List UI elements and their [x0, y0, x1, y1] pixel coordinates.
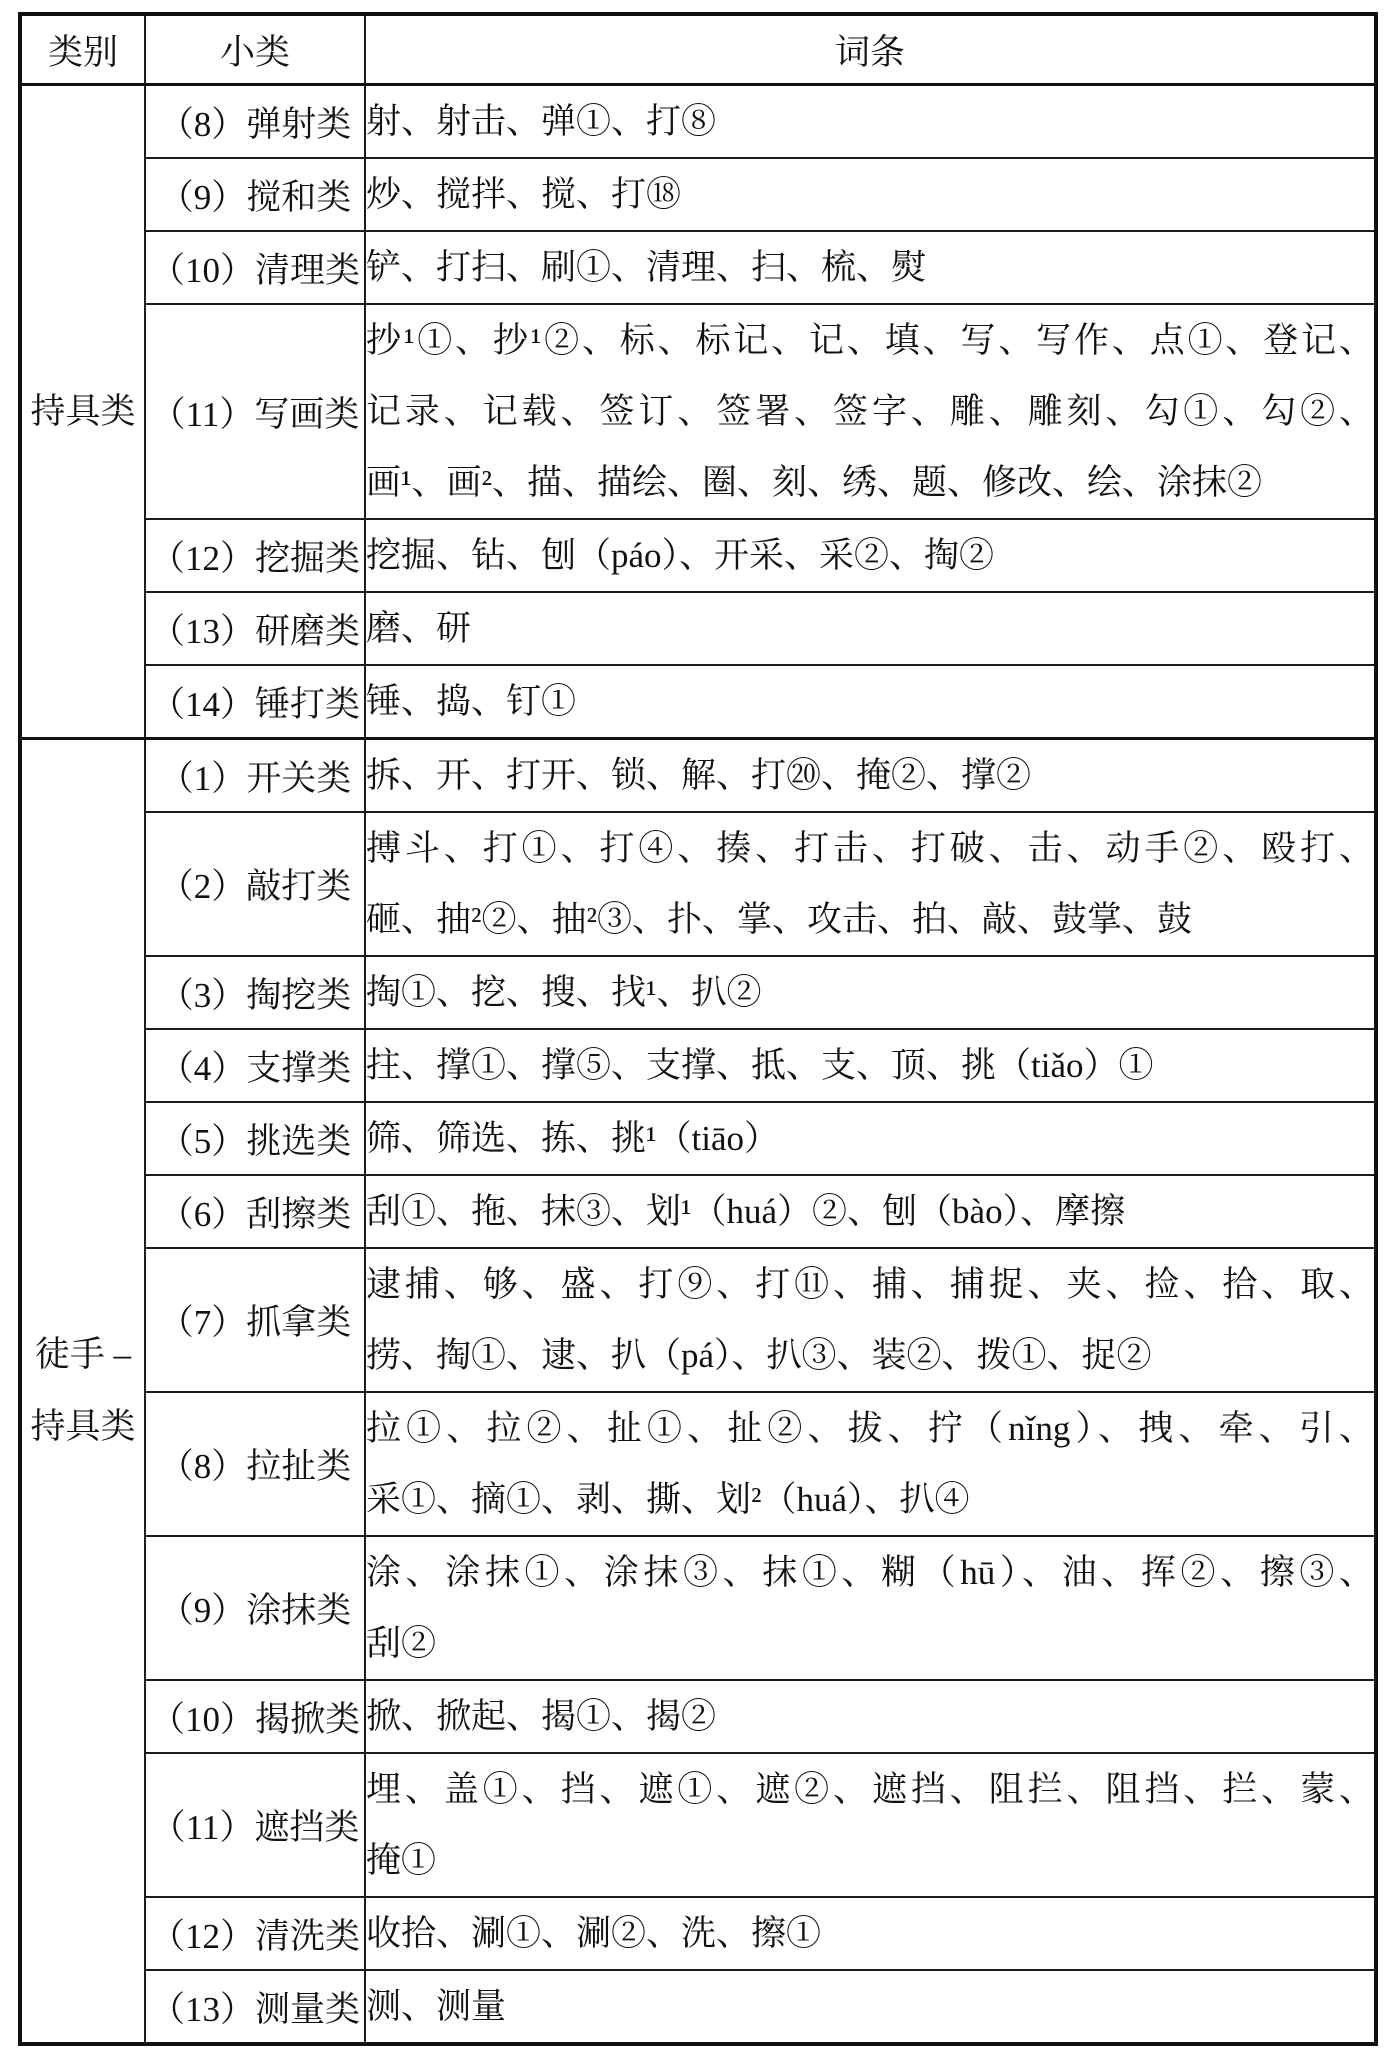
entry-line: 掩①: [366, 1841, 437, 1880]
entry-line: 收拾、涮①、涮②、洗、擦①: [366, 1914, 822, 1953]
subclass-label: （12）清洗类: [145, 1897, 365, 1970]
entries-cell: [365, 158, 1376, 231]
subclass-label: （13）测量类: [145, 1970, 365, 2044]
table-row: [20, 231, 1376, 304]
table-row: [20, 592, 1376, 665]
entry-line: 抄¹①、抄¹②、标、标记、记、填、写、写作、点①、登记、: [366, 321, 1374, 360]
subclass-label: （10）清理类: [145, 231, 365, 304]
entries-cell: [365, 1753, 1376, 1897]
entries-cell: [365, 1680, 1376, 1753]
table-row: [20, 1175, 1376, 1248]
entries-cell: [365, 1029, 1376, 1102]
subclass-label: （8）拉扯类: [145, 1392, 365, 1536]
entries-cell: [365, 592, 1376, 665]
table-row: [20, 85, 1376, 159]
table-row: [20, 1970, 1376, 2044]
subclass-label: （4）支撑类: [145, 1029, 365, 1102]
entries-cell: [365, 231, 1376, 304]
entry-line: 射、射击、弹①、打⑧: [366, 102, 717, 141]
subclass-label: （6）刮擦类: [145, 1175, 365, 1248]
entry-line: 逮捕、够、盛、打⑨、打⑪、捕、捕捉、夹、捡、拾、取、: [366, 1265, 1374, 1304]
table-row: [20, 1536, 1376, 1680]
entries-cell: [365, 1175, 1376, 1248]
entries-cell: [365, 956, 1376, 1029]
entry-line: 拆、开、打开、锁、解、打⑳、掩②、撑②: [366, 756, 1032, 795]
entries-cell: [365, 304, 1376, 519]
entry-line: 铲、打扫、刷①、清理、扫、梳、熨: [366, 248, 927, 287]
entries-cell: [365, 1536, 1376, 1680]
subclass-label: （13）研磨类: [145, 592, 365, 665]
subclass-label: （8）弹射类: [145, 85, 365, 159]
table-row: [20, 1248, 1376, 1392]
entry-line: 砸、抽²②、抽²③、扑、掌、攻击、拍、敲、鼓掌、鼓: [366, 900, 1192, 939]
entries-cell: [365, 665, 1376, 739]
entry-line: 筛、筛选、拣、挑¹（tiāo）: [366, 1119, 779, 1158]
table-row: [20, 1392, 1376, 1536]
subclass-label: （7）抓拿类: [145, 1248, 365, 1392]
entry-line: 记录、记载、签订、签署、签字、雕、雕刻、勾①、勾②、: [366, 392, 1374, 431]
table-body: [20, 85, 1376, 2045]
table-row: [20, 1753, 1376, 1897]
subclass-label: （3）掏挖类: [145, 956, 365, 1029]
header-cell-category: 类别: [20, 14, 145, 85]
header-row: [20, 14, 1376, 85]
table-row: [20, 1680, 1376, 1753]
subclass-label: （9）涂抹类: [145, 1536, 365, 1680]
subclass-label: （10）揭掀类: [145, 1680, 365, 1753]
subclass-label: （11）写画类: [145, 304, 365, 519]
category-cell: [20, 739, 145, 2045]
entry-line: 拄、撑①、撑⑤、支撑、抵、支、顶、挑（tiǎo）①: [366, 1046, 1154, 1085]
entries-cell: [365, 812, 1376, 956]
entries-cell: [365, 1970, 1376, 2044]
entries-cell: [365, 1248, 1376, 1392]
entry-line: 掀、掀起、揭①、揭②: [366, 1697, 717, 1736]
entry-line: 刮①、拖、抹③、划¹（huá）②、刨（bào）、摩擦: [366, 1192, 1126, 1231]
entry-line: 挖掘、钻、刨（páo）、开采、采②、掏②: [366, 536, 995, 575]
table-row: [20, 158, 1376, 231]
entries-cell: [365, 1897, 1376, 1970]
subclass-label: （9）搅和类: [145, 158, 365, 231]
entry-line: 锤、捣、钉①: [366, 682, 577, 721]
entry-line: 捞、掏①、逮、扒（pá）、扒③、装②、拨①、捉②: [366, 1336, 1152, 1375]
entries-cell: [365, 1102, 1376, 1175]
table-row: [20, 304, 1376, 519]
category-label-line: 徒手 –: [34, 1335, 132, 1374]
subclass-label: （2）敲打类: [145, 812, 365, 956]
entry-line: 拉①、拉②、扯①、扯②、拔、拧（nǐng）、拽、牵、引、: [366, 1409, 1374, 1448]
header-cell-entries: 词条: [365, 14, 1376, 85]
entries-cell: [365, 85, 1376, 159]
table-row: [20, 665, 1376, 739]
entry-line: 测、测量: [366, 1987, 507, 2026]
table-row: [20, 519, 1376, 592]
subclass-label: （14）锤打类: [145, 665, 365, 739]
table-row: [20, 1897, 1376, 1970]
entry-line: 画¹、画²、描、描绘、圈、刻、绣、题、修改、绘、涂抹②: [366, 463, 1262, 502]
table-row: [20, 1029, 1376, 1102]
verb-classification-table: [18, 12, 1378, 2046]
table-row: [20, 739, 1376, 813]
entries-cell: [365, 1392, 1376, 1536]
subclass-label: （12）挖掘类: [145, 519, 365, 592]
entries-cell: [365, 519, 1376, 592]
entry-line: 掏①、挖、搜、找¹、扒②: [366, 973, 762, 1012]
entry-line: 采①、摘①、剥、撕、划²（huá）、扒④: [366, 1480, 970, 1519]
entry-line: 搏斗、打①、打④、揍、打击、打破、击、动手②、殴打、: [366, 829, 1374, 868]
category-cell: [20, 85, 145, 739]
entries-cell: [365, 739, 1376, 813]
table-row: [20, 1102, 1376, 1175]
table-row: [20, 956, 1376, 1029]
subclass-label: （11）遮挡类: [145, 1753, 365, 1897]
category-label-line: 持具类: [30, 391, 136, 431]
header-cell-subclass: 小类: [145, 14, 365, 85]
table-row: [20, 812, 1376, 956]
subclass-label: （5）挑选类: [145, 1102, 365, 1175]
entry-line: 磨、研: [366, 609, 472, 648]
subclass-label: （1）开关类: [145, 739, 365, 813]
entry-line: 刮②: [366, 1624, 437, 1663]
entry-line: 涂、涂抹①、涂抹③、抹①、糊（hū）、油、挥②、擦③、: [366, 1553, 1374, 1592]
category-label-line: 持具类: [30, 1407, 136, 1446]
entry-line: 炒、搅拌、搅、打⑱: [366, 175, 682, 214]
entry-line: 埋、盖①、挡、遮①、遮②、遮挡、阻拦、阻挡、拦、蒙、: [366, 1770, 1374, 1809]
